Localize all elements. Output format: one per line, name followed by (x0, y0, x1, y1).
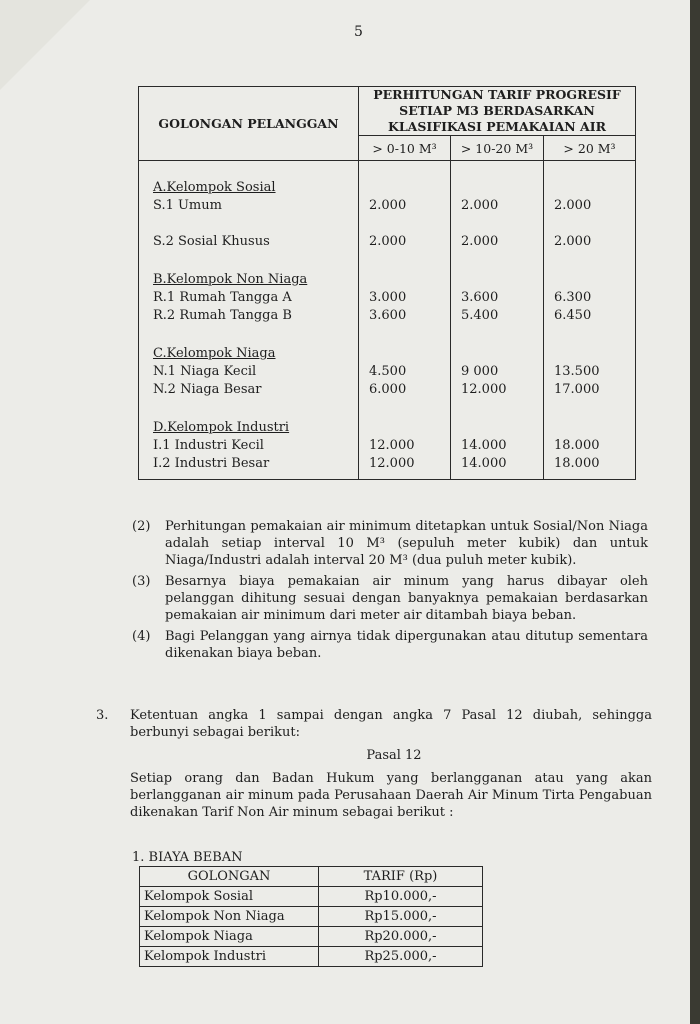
note-number: (2) (132, 519, 151, 534)
header-tarif-progresif: PERHITUNGAN TARIF PROGRESIF SETIAP M3 BERDASARKAN KLASIFIKASI PEMAKAIAN AIR (359, 87, 636, 136)
tariff-value: 6.450 (554, 308, 592, 323)
header-range-2: > 10-20 M³ (451, 136, 544, 161)
header-golongan: GOLONGAN (140, 867, 319, 887)
tariff-value: 18.000 (554, 438, 600, 453)
tariff-value: 17.000 (554, 382, 600, 397)
tariff-value: 2.000 (461, 234, 499, 249)
row-label: N.2 Niaga Besar (153, 382, 262, 397)
header-golongan-pelanggan: GOLONGAN PELANGGAN (139, 87, 359, 161)
note-number: (4) (132, 629, 151, 644)
group-title: B.Kelompok Non Niaga (153, 272, 308, 287)
notes-section (132, 518, 648, 666)
row-label: I.1 Industri Kecil (153, 438, 264, 453)
tariff-value: 9 000 (461, 364, 499, 379)
table-row (140, 887, 483, 907)
note-text: Perhitungan pemakaian air minimum ditetapkan untuk Sosial/Non Niaga adalah setiap interval 10 M³ (sepuluh meter kubik) dan untuk Niaga/Industri adalah interval 20 M³ (dua puluh meter kubik). (165, 519, 648, 568)
row-label: N.1 Niaga Kecil (153, 364, 257, 379)
value-column-range-2 (451, 161, 544, 480)
note-text: Bagi Pelanggan yang airnya tidak dipergunakan atau ditutup sementara dikenakan biaya beban. (165, 629, 648, 661)
tariff-value: 3.600 (369, 308, 407, 323)
group-title: D.Kelompok Industri (153, 420, 290, 435)
tariff-value: 2.000 (369, 234, 407, 249)
note-number: (3) (132, 574, 151, 589)
golongan-cell: Kelompok Niaga (140, 927, 319, 947)
page-corner (0, 0, 90, 90)
tariff-value: 6.000 (369, 382, 407, 397)
biaya-beban-title: 1. BIAYA BEBAN (132, 850, 243, 865)
tariff-value: 2.000 (461, 198, 499, 213)
label-column (139, 161, 359, 480)
tariff-value: 3.600 (461, 290, 499, 305)
tariff-table (138, 86, 636, 480)
table-row (140, 947, 483, 967)
tarif-cell: Rp25.000,- (319, 947, 483, 967)
tarif-cell: Rp10.000,- (319, 887, 483, 907)
golongan-cell: Kelompok Industri (140, 947, 319, 967)
row-label: I.2 Industri Besar (153, 456, 270, 471)
note-text: Besarnya biaya pemakaian air minum yang harus dibayar oleh pelanggan dihitung sesuai dengan banyaknya pemakaian berdasarkan pemakaian air minimum dari meter air ditambah biaya beban. (165, 574, 648, 623)
pasal-heading: Pasal 12 (366, 748, 422, 763)
header-range-1: > 0-10 M³ (359, 136, 451, 161)
note-item (132, 518, 648, 569)
golongan-cell: Kelompok Sosial (140, 887, 319, 907)
value-column-range-1 (359, 161, 451, 480)
tariff-value: 2.000 (554, 234, 592, 249)
tariff-value: 14.000 (461, 456, 507, 471)
tariff-value: 5.400 (461, 308, 499, 323)
section-text: Ketentuan angka 1 sampai dengan angka 7 Pasal 12 diubah, sehingga berbunyi sebagai berikut: (130, 708, 652, 740)
tariff-value: 6.300 (554, 290, 592, 305)
section-3 (96, 707, 652, 821)
background-edge (690, 0, 700, 1024)
tarif-cell: Rp15.000,- (319, 907, 483, 927)
row-label: R.1 Rumah Tangga A (153, 290, 292, 305)
biaya-beban-table (139, 866, 483, 967)
tariff-value: 14.000 (461, 438, 507, 453)
note-item (132, 573, 648, 624)
row-label: S.2 Sosial Khusus (153, 234, 270, 249)
tariff-value: 2.000 (554, 198, 592, 213)
tariff-value: 4.500 (369, 364, 407, 379)
group-title: C.Kelompok Niaga (153, 346, 276, 361)
tariff-value: 13.500 (554, 364, 600, 379)
golongan-cell: Kelompok Non Niaga (140, 907, 319, 927)
table-row (140, 907, 483, 927)
tariff-value: 12.000 (369, 438, 415, 453)
header-tarif: TARIF (Rp) (319, 867, 483, 887)
value-column-range-3 (544, 161, 636, 480)
tariff-value: 18.000 (554, 456, 600, 471)
tariff-value: 3.000 (369, 290, 407, 305)
section-number: 3. (96, 708, 109, 723)
note-item (132, 628, 648, 662)
row-label: S.1 Umum (153, 198, 222, 213)
tariff-value: 12.000 (369, 456, 415, 471)
row-label: R.2 Rumah Tangga B (153, 308, 292, 323)
tariff-value: 12.000 (461, 382, 507, 397)
group-title: A.Kelompok Sosial (153, 180, 276, 195)
tariff-value: 2.000 (369, 198, 407, 213)
tarif-cell: Rp20.000,- (319, 927, 483, 947)
page-number: 5 (354, 24, 363, 40)
header-range-3: > 20 M³ (544, 136, 636, 161)
table-row (140, 927, 483, 947)
pasal-body: Setiap orang dan Badan Hukum yang berlangganan atau yang akan berlangganan air minum pada Perusahaan Daerah Air Minum Tirta Pengabuan dikenakan Tarif Non Air minum sebagai berikut : (130, 771, 652, 820)
